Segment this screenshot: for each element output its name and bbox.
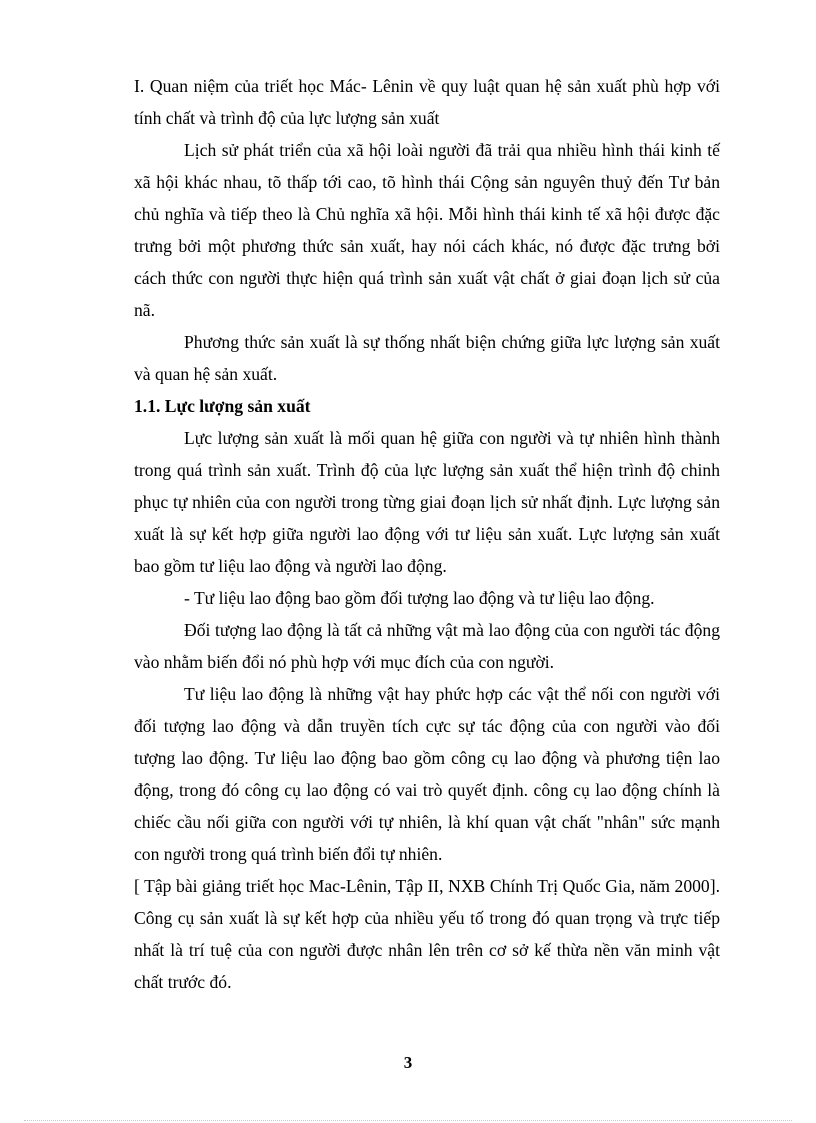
paragraph-citation: [ Tập bài giảng triết học Mac-Lênin, Tập II, NXB Chính Trị Quốc Gia, năm 2000]. Công cụ sản xuất là sự kết hợp của nhiều yếu tố trong đó quan trọng và trực tiếp nhất là trí tuệ của con người được nhân lên trên cơ sở kế thừa nền văn minh vật chất trước đó. bbox=[134, 876, 720, 992]
paragraph-productive-forces: Lực lượng sản xuất là mối quan hệ giữa con người và tự nhiên hình thành trong quá trình sản xuất. Trình độ của lực lượng sản xuất thể hiện trình độ chinh phục tự nhiên của con người trong từng giai đoạn lịch sử nhất định. Lực lượng sản xuất là sự kết hợp giữa người lao động với tư liệu sản xuất. Lực lượng sản xuất bao gồm tư liệu lao động và người lao động. bbox=[134, 428, 720, 576]
page-bottom-divider bbox=[24, 1120, 792, 1121]
paragraph-object-of-labor: Đối tượng lao động là tất cả những vật mà lao động của con người tác động vào nhằm biến đổi nó phù hợp với mục đích của con người. bbox=[134, 620, 720, 672]
subsection-title: 1.1. Lực lượng sản xuất bbox=[134, 396, 311, 416]
section-title: I. Quan niệm của triết học Mác- Lênin về quy luật quan hệ sản xuất phù hợp với tính chất và trình độ của lực lượng sản xuất bbox=[134, 76, 720, 128]
paragraph-history: Lịch sử phát triển của xã hội loài người đã trải qua nhiều hình thái kinh tế xã hội khác nhau, tõ thấp tới cao, tõ hình thái Cộng sản nguyên thuỷ đến Tư bản chủ nghĩa và tiếp theo là Chủ nghĩa xã hội. Mỗi hình thái kinh tế xã hội được đặc trưng bởi một phương thức sản xuất, hay nói cách khác, nó được đặc trưng bởi cách thức con người thực hiện quá trình sản xuất vật chất ở giai đoạn lịch sử của nã. bbox=[134, 140, 720, 320]
paragraph-instruments-of-labor: Tư liệu lao động là những vật hay phức hợp các vật thể nối con người với đối tượng lao động và dẫn truyền tích cực sự tác động của con người vào đối tượng lao động. Tư liệu lao động bao gồm công cụ lao động và phương tiện lao động, trong đó công cụ lao động có vai trò quyết định. công cụ lao động chính là chiếc cầu nối giữa con người với tự nhiên, là khí quan vật chất "nhân" sức mạnh con người trong quá trình biến đổi tự nhiên. bbox=[134, 684, 720, 864]
page-body bbox=[134, 70, 720, 998]
paragraph-means-of-labor-list: - Tư liệu lao động bao gồm đối tượng lao động và tư liệu lao động. bbox=[184, 588, 655, 608]
paragraph-mode-of-production: Phương thức sản xuất là sự thống nhất biện chứng giữa lực lượng sản xuất và quan hệ sản xuất. bbox=[134, 332, 720, 384]
page-number: 3 bbox=[403, 1053, 413, 1072]
